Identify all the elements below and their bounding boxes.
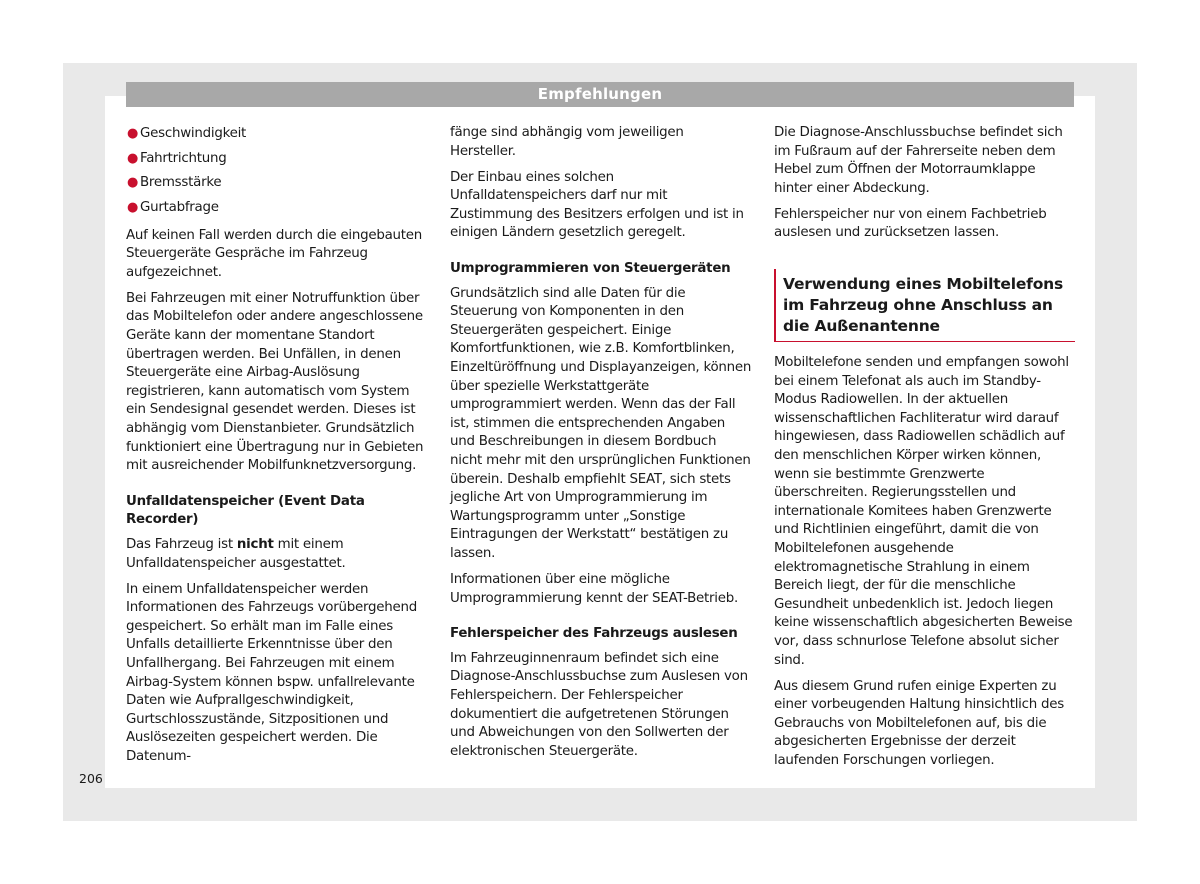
paragraph: Im Fahrzeuginnenraum befindet sich eine Diagnose-Anschlussbuchse zum Auslesen von Fehlerspeichern. Der Fehlerspeicher dokumentiert die aufgetretenen Störungen und Abweichungen von den Sollwerten der elektronischen Steuergeräte.	[450, 650, 748, 759]
paragraph: Auf keinen Fall werden durch die eingebauten Steuergeräte Gespräche im Fahrzeug aufgezeichnet.	[126, 227, 423, 280]
subheading-event-data-recorder: Unfalldatenspeicher (Event Data Recorder)	[126, 493, 365, 528]
paragraph: Informationen über eine mögliche Umprogrammierung kennt der SEAT-Betrieb.	[450, 572, 739, 606]
list-item: ● Geschwindigkeit	[127, 126, 247, 141]
list-item: ● Bremsstärke	[127, 175, 222, 190]
page-number: 206	[79, 771, 103, 786]
section-banner: Empfehlungen	[126, 82, 1074, 107]
paragraph: fänge sind abhängig vom jeweiligen Hersteller.	[450, 125, 684, 159]
subheading-fault-memory: Fehlerspeicher des Fahrzeugs auslesen	[450, 626, 738, 642]
paragraph: Grundsätzlich sind alle Daten für die Steuerung von Komponenten in den Steuergeräten gespeichert. Einige Komfortfunktionen, wie z.B. Komfortblinken, Einzeltüröffnung und Displayanzeigen, können über spezielle Werkstattgeräte umprogrammiert werden. Wenn das der Fall ist, stimmen die entsprechenden Angaben und Beschreibungen in diesem Bordbuch nicht mehr mit den ursprünglichen Funktionen überein. Deshalb empfiehlt SEAT, sich stets jegliche Art von Umprogrammierung im Wartungsprogramm unter „Sonstige Eintragungen der Werkstatt“ bestätigen zu lassen.	[450, 285, 752, 561]
bullet-icon: ●	[127, 199, 139, 215]
paragraph: Aus diesem Grund rufen einige Experten zu einer vorbeugenden Haltung hinsichtlich des Gebrauchs von Mobiltelefonen auf, bis die abgesicherten Ergebnisse der derzeit laufenden Forschungen vorliegen.	[774, 678, 1064, 769]
bullet-list	[126, 124, 428, 217]
list-item: ● Gurtabfrage	[127, 199, 219, 215]
paragraph: Fehlerspeicher nur von einem Fachbetrieb auslesen und zurücksetzen lassen.	[774, 206, 1047, 241]
column-3	[774, 124, 1076, 778]
bullet-icon: ●	[127, 175, 139, 190]
paragraph: In einem Unfalldatenspeicher werden Informationen des Fahrzeugs vorübergehend gespeichert. So erhält man im Falle eines Unfalls detaillierte Erkenntnisse über den Unfallhergang. Bei Fahrzeugen mit einem Airbag-System können bspw. unfallrelevante Daten wie Aufprallgeschwindigkeit, Gurtschlosszustände, Sitzpositionen und Auslösezeiten gespeichert werden. Die Datenum-	[126, 581, 417, 764]
section-heading-mobile-phone: Verwendung eines Mobiltelefons im Fahrzeug ohne Anschluss an die Außenantenne	[774, 269, 1075, 342]
column-1	[126, 124, 428, 774]
column-2	[450, 124, 752, 769]
bullet-icon: ●	[127, 150, 139, 166]
paragraph: Bei Fahrzeugen mit einer Notruffunktion über das Mobiltelefon oder andere angeschlossene Geräte kann der momentane Standort übertragen werden. Bei Unfällen, in denen Steuergeräte eine Airbag-Auslösung registrieren, kann automatisch vom System ein Sendesignal gesendet werden. Dieses ist abhängig vom Dienstanbieter. Grundsätzlich funktioniert eine Übertragung nur in Gebieten mit ausreichender Mobilfunknetzversorgung.	[126, 290, 424, 474]
list-item: ● Fahrtrichtung	[127, 150, 227, 166]
bullet-icon: ●	[127, 126, 139, 141]
paragraph: Der Einbau eines solchen Unfalldatenspeichers darf nur mit Zustimmung des Besitzers erfolgen und ist in einigen Ländern gesetzlich geregelt.	[450, 169, 744, 241]
paragraph: Das Fahrzeug ist nicht mit einem Unfalldatenspeicher ausgestattet.	[126, 536, 346, 571]
paragraph: Mobiltelefone senden und empfangen sowohl bei einem Telefonat als auch im Standby-Modus Radiowellen. In der aktuellen wissenschaftlichen Fachliteratur wird darauf hingewiesen, dass Radiowellen schädlich auf den menschlichen Körper wirken können, wenn sie bestimmte Grenzwerte überschreiten. Regierungsstellen und internationale Komitees haben Grenzwerte und Richtlinien eingeführt, damit die von Mobiltelefonen ausgehende elektromagnetische Strahlung in einem Bereich liegt, der für die menschliche Gesundheit unbedenklich ist. Jedoch liegen keine wissenschaftlich abgesicherten Beweise vor, dass schnurlose Telefone absolut sicher sind.	[774, 355, 1073, 668]
paragraph: Die Diagnose-Anschlussbuchse befindet sich im Fußraum auf der Fahrerseite neben dem Hebel zum Öffnen der Motorraumklappe hinter einer Abdeckung.	[774, 125, 1063, 196]
emphasis: nicht	[236, 536, 274, 552]
subheading-reprogramming: Umprogrammieren von Steuergeräten	[450, 261, 731, 277]
